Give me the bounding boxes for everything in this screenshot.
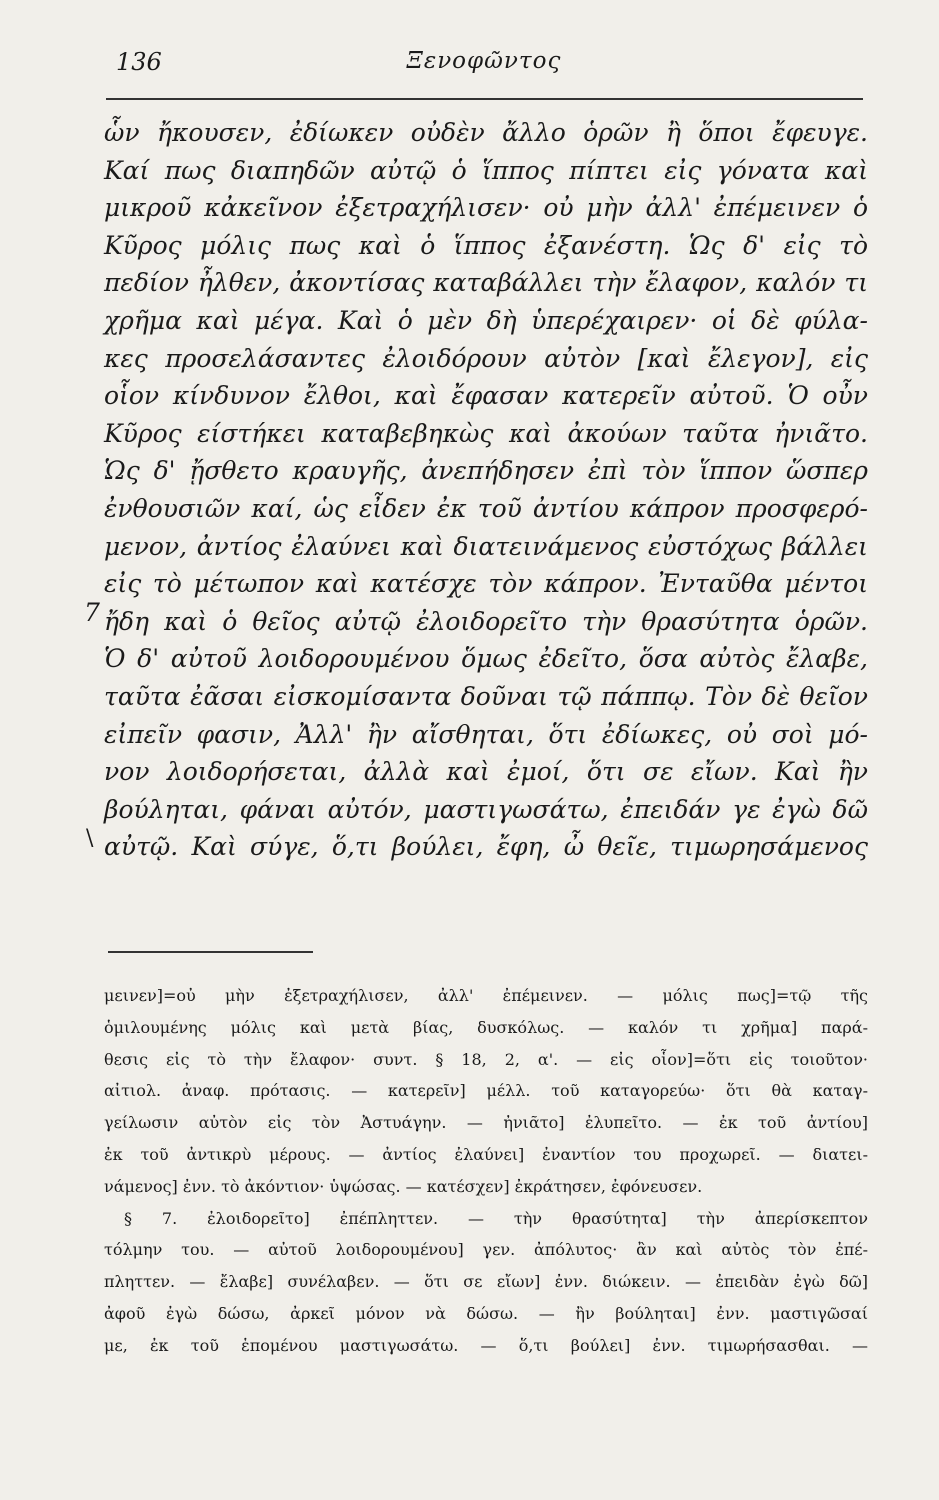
footnote-line: θεσις εἰς τὸ τὴν ἔλαφον· συντ. § 18, 2, α'. — εἰς οἷον]=ὅτι εἰς τοιοῦτον· (104, 1049, 868, 1069)
text-line: εἰς τὸ μέτωπον καὶ κατέσχε τὸν κάπρον. Ἐνταῦθα μέντοι (104, 569, 868, 599)
text-line: Ὁ δ' αὐτοῦ λοιδορουμένου ὅμως ἐδεῖτο, ὅσα αὐτὸς ἔλαβε, (104, 644, 868, 674)
page-header (104, 48, 864, 88)
text-line: Καί πως διαπηδῶν αὐτῷ ὁ ἵππος πίπτει εἰς γόνατα καὶ (104, 155, 868, 185)
text-line: κες προσελάσαντες ἐλοιδόρουν αὐτὸν [καὶ ἔλεγον], εἰς (104, 343, 868, 373)
footnote-line: τόλμην του. — αὐτοῦ λοιδορουμένου] γεν. ἀπόλυτος· ἂν καὶ αὐτὸς τὸν ἐπέ- (104, 1240, 868, 1260)
text-line: ὧν ἤκουσεν, ἐδίωκεν οὐδὲν ἄλλο ὁρῶν ἢ ὅποι ἔφευγε. (104, 118, 868, 147)
footnote-line: ἀφοῦ ἐγὼ δώσω, ἀρκεῖ μόνον νὰ δώσω. — ἢν βούληται] ἐνν. μαστιγῶσαί (104, 1303, 868, 1323)
text-line: Κῦρος είστήκει καταβεβηκὼς καὶ ἀκούων ταῦτα ἠνιᾶτο. (104, 418, 868, 448)
text-line: ταῦτα ἐᾶσαι εἰσκομίσαντα δοῦναι τῷ πάππῳ. Τὸν δὲ θεῖον (104, 681, 868, 711)
footnotes (104, 980, 868, 1362)
text-line: χρῆμα καὶ μέγα. Καὶ ὁ μὲν δὴ ὑπερέχαιρεν· οἱ δὲ φύλα- (104, 305, 868, 335)
text-line: βούληται, φάναι αὐτόν, μαστιγωσάτω, ἐπειδάν γε ἐγὼ δῶ (104, 794, 868, 824)
margin-slash-mark: \ (86, 826, 94, 851)
text-line: Κῦρος μόλις πως καὶ ὁ ἵππος ἐξανέστη. Ὡς δ' εἰς τὸ (104, 230, 868, 260)
footnote-line: ὁμιλουμένης μόλις καὶ μετὰ βίας, δυσκόλως. — καλόν τι χρῆμα] παρά- (104, 1017, 868, 1037)
footnote-rule (108, 951, 313, 953)
footnote-line: με, ἐκ τοῦ ἑπομένου μαστιγωσάτω. — ὅ,τι βούλει] ἐνν. τιμωρήσασθαι. — (104, 1335, 868, 1355)
text-line: ἐνθουσιῶν καί, ὡς εἶδεν ἐκ τοῦ ἀντίου κάπρον προσφερό- (104, 493, 868, 523)
page-number: 136 (116, 48, 162, 76)
text-line: εἰπεῖν φασιν, Ἀλλ' ἢν αἴσθηται, ὅτι ἐδίωκες, οὐ σοὶ μό- (104, 719, 868, 749)
footnote-line: νάμενος] ἐνν. τὸ ἀκόντιον· ὑψώσας. — κατέσχεν] ἐκράτησεν, ἐφόνευσεν. (104, 1176, 703, 1196)
text-line: οἷον κίνδυνον ἔλθοι, καὶ ἔφασαν κατερεῖν αὐτοῦ. Ὁ οὖν (104, 381, 868, 411)
footnote-line: ἐκ τοῦ ἀντικρὺ μέρους. — ἀντίος ἐλαύνει] ἐναντίον του προχωρεῖ. — διατει- (104, 1144, 868, 1164)
footnote-line: γείλωσιν αὐτὸν εἰς τὸν Ἀστυάγην. — ἠνιᾶτο] ἐλυπεῖτο. — ἐκ τοῦ ἀντίου] (104, 1113, 868, 1133)
footnote-line: μεινεν]=οὐ μὴν ἐξετραχήλισεν, ἀλλ' ἐπέμεινεν. — μόλις πως]=τῷ τῆς (104, 986, 868, 1005)
section-number-margin: 7 (84, 598, 100, 627)
text-line: ἤδη καὶ ὁ θεῖος αὐτῷ ἐλοιδορεῖτο τὴν θρασύτητα ὁρῶν. (104, 606, 868, 636)
text-line: Ὡς δ' ᾔσθετο κραυγῆς, ἀνεπήδησεν ἐπὶ τὸν ἵππον ὥσπερ (104, 456, 868, 486)
text-line: νον λοιδορήσεται, ἀλλὰ καὶ ἐμοί, ὅτι σε εἴων. Καὶ ἢν (104, 757, 868, 787)
footnote-line: πληττεν. — ἔλαβε] συνέλαβεν. — ὅτι σε εἴων] ἐνν. διώκειν. — ἐπειδὰν ἐγὼ δῶ] (104, 1272, 868, 1292)
text-line: αὐτῷ. Καὶ σύγε, ὅ,τι βούλει, ἔφη, ὦ θεῖε, τιμωρησάμενος (104, 832, 868, 862)
main-text (104, 114, 868, 866)
footnote-line: αἰτιολ. ἀναφ. πρότασις. — κατερεῖν] μέλλ. τοῦ καταγορεύω· ὅτι θὰ καταγ- (104, 1081, 868, 1101)
footnote-line: § 7. ἐλοιδορεῖτο] ἐπέπληττεν. — τὴν θρασύτητα] τὴν ἀπερίσκεπτον (124, 1208, 868, 1228)
text-line: μικροῦ κἀκεῖνον ἐξετραχήλισεν· οὐ μὴν ἀλλ' ἐπέμεινεν ὁ (104, 193, 868, 223)
header-rule (106, 98, 863, 100)
text-line: μενον, ἀντίος ἐλαύνει καὶ διατεινάμενος εὐστόχως βάλλει (104, 531, 868, 561)
text-line: πεδίον ἦλθεν, ἀκοντίσας καταβάλλει τὴν ἔλαφον, καλόν τι (104, 268, 868, 298)
running-title: Ξενοφῶντος (406, 48, 562, 74)
